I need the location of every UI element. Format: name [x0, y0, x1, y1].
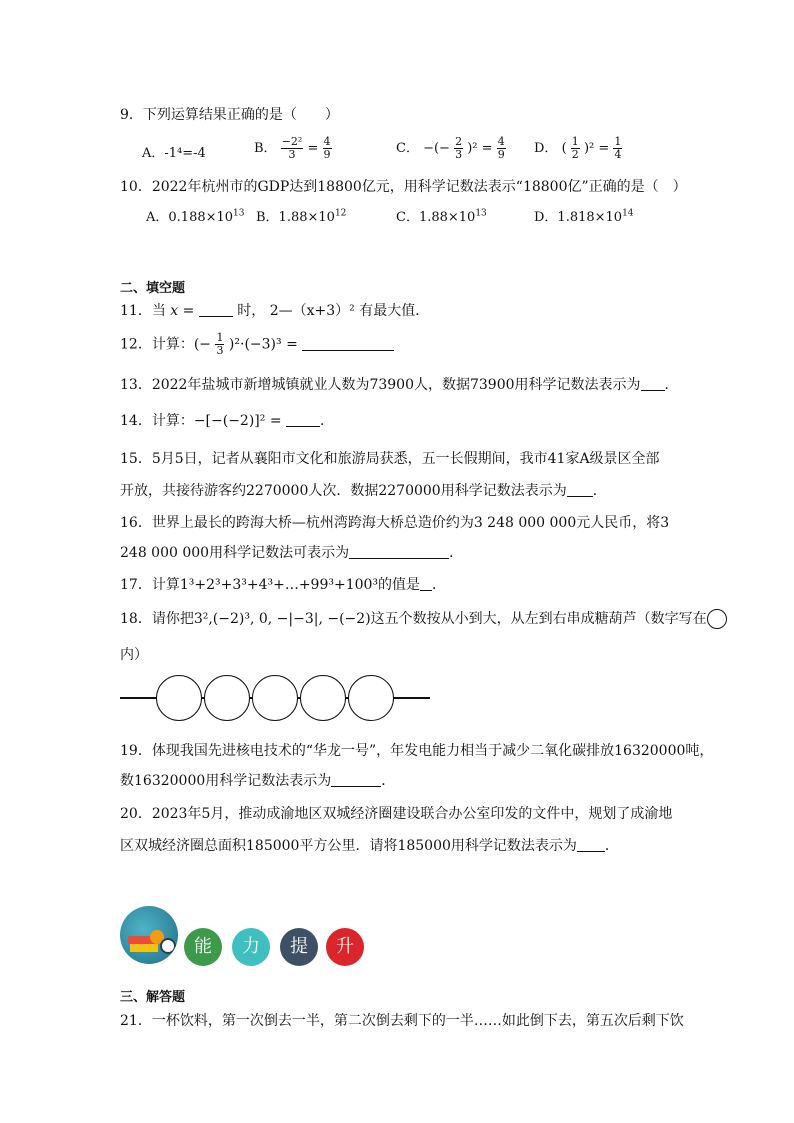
question-14: 14．计算：−[−(−2)]² = ．	[120, 413, 335, 429]
denominator: 9	[323, 148, 331, 161]
exponent: 13	[233, 208, 245, 219]
q15-text: 开放，共接待游客约2270000人次．数据2270000用科学记数法表示为	[120, 483, 567, 499]
option-a-text: A．0.188×10	[146, 210, 234, 225]
equals: =	[307, 141, 319, 156]
question-16-line-1: 16．世界上最长的跨海大桥—杭州湾跨海大桥总造价约为3 248 000 000元人民币，将3	[120, 515, 670, 531]
numerator: 4	[323, 135, 331, 148]
option-d-label: D．	[534, 141, 558, 156]
answer-blank[interactable]	[567, 482, 593, 497]
q20-text: 区双城经济圈总面积185000平方公里．请将185000用科学记数法表示为	[120, 838, 577, 854]
option-c	[396, 136, 506, 161]
question-9-options	[142, 136, 642, 168]
q11-prefix: 11．当	[120, 303, 166, 319]
option-b	[256, 206, 346, 225]
numerator: 1	[614, 135, 622, 148]
question-11	[120, 300, 429, 320]
answer-blank[interactable]	[577, 837, 605, 852]
answer-circle-3[interactable]	[252, 675, 298, 721]
candied-haws-skewer	[120, 668, 440, 728]
question-18-line-1	[120, 608, 727, 629]
badge-char-4: 升	[326, 928, 364, 966]
fraction	[571, 136, 580, 161]
answer-blank[interactable]	[331, 772, 381, 787]
question-9-stem: 9．下列运算结果正确的是（ ）	[120, 107, 339, 123]
denominator: 3	[455, 148, 463, 161]
badge-char-2: 力	[232, 928, 270, 966]
q17-text: 17．计算1³+2³+3³+4³+…+99³+100³的值是	[120, 577, 421, 593]
fraction	[281, 136, 304, 161]
q14-text: 14．计算：−[−(−2)]² =	[120, 413, 282, 429]
badge-char-3: 提	[280, 928, 318, 966]
circle-icon	[707, 609, 727, 629]
numerator: 1	[571, 135, 579, 148]
question-19-line-1: 19．体现我国先进核电技术的“华龙一号”，年发电能力相当于减少二氧化碳排放16320000吨，	[120, 743, 714, 759]
option-c-text: C．1.88×10	[396, 210, 476, 225]
question-16-line-2: 248 000 000用科学记数法可表示为 ．	[120, 545, 464, 561]
option-d-text: D．1.818×10	[534, 210, 623, 225]
answer-blank[interactable]	[286, 412, 320, 427]
q17-suffix: ．	[432, 577, 447, 593]
suffix: )²	[467, 141, 478, 156]
denominator: 3	[288, 148, 296, 161]
question-10-options	[142, 206, 642, 226]
fraction	[454, 136, 463, 161]
equals: =	[598, 141, 610, 156]
clock-icon	[160, 938, 176, 954]
option-a	[146, 206, 245, 225]
badge-char-1: 能	[184, 928, 222, 966]
answer-circle-4[interactable]	[300, 675, 346, 721]
answer-circle-1[interactable]	[156, 675, 202, 721]
prefix: −(−	[423, 141, 450, 156]
fraction	[215, 332, 224, 357]
fraction	[323, 136, 332, 161]
exponent: 12	[334, 208, 347, 219]
q16-text: 248 000 000用科学记数法可表示为	[120, 545, 350, 561]
question-12	[120, 332, 394, 357]
section-heading-fill-in: 二、填空题	[120, 281, 186, 296]
answer-blank[interactable]	[420, 576, 432, 591]
denominator: 2	[571, 148, 579, 161]
question-21: 21．一杯饮料，第一次倒去一半，第二次倒去剩下的一半……如此倒下去，第五次后剩下饮	[120, 1013, 684, 1029]
denominator: 3	[216, 344, 224, 357]
answer-blank[interactable]	[349, 544, 449, 559]
exponent: 14	[622, 208, 634, 219]
denominator: 4	[614, 148, 622, 161]
option-b	[254, 136, 332, 161]
fraction	[497, 136, 506, 161]
option-a: A．-1⁴=-4	[142, 146, 206, 161]
answer-circle-5[interactable]	[348, 675, 394, 721]
question-17	[120, 574, 446, 594]
answer-blank[interactable]	[302, 336, 394, 351]
q18-text: 18．请你把3²,(−2)³, 0, −|−3|, −(−2)这五个数按从小到大，从左到右串成糖葫芦（数字写在	[120, 611, 707, 627]
fraction	[613, 136, 622, 161]
book-icon	[130, 944, 158, 952]
q12-prefix: 12．计算：(−	[120, 336, 212, 353]
option-b-label: B．	[254, 141, 277, 156]
numerator: 2	[455, 135, 463, 148]
question-13: 13．2022年盐城市新增城镇就业人数为73900人，数据73900用科学记数法表示为 ．	[120, 377, 679, 393]
question-15-line-1: 15．5月5日，记者从襄阳市文化和旅游局获悉，五一长假期间，我市41家A级景区全部	[120, 451, 660, 467]
question-20-line-1: 20．2023年5月，推动成渝地区双城经济圈建设联合办公室印发的文件中，规划了成渝地	[120, 806, 673, 822]
equals: =	[481, 141, 493, 156]
option-c	[396, 206, 487, 225]
q11-equals: =	[182, 303, 195, 319]
answer-blank[interactable]	[641, 376, 665, 391]
exponent: 13	[475, 208, 487, 219]
question-20-line-2: 区双城经济圈总面积185000平方公里．请将185000用科学记数法表示为 ．	[120, 838, 619, 854]
option-d	[534, 136, 622, 161]
suffix: )²	[583, 141, 595, 156]
q12-suffix: )²·(−3)³ =	[228, 336, 298, 353]
option-c-label: C．	[396, 141, 419, 156]
option-b-text: B．1.88×10	[256, 210, 335, 225]
question-10-stem: 10．2022年杭州市的GDP达到18800亿元，用科学记数法表示“18800亿”正确的是（ ）	[120, 179, 687, 195]
q11-expression: 2—（x+3）²	[269, 303, 355, 319]
question-19-line-2: 数16320000用科学记数法表示为 ．	[120, 773, 396, 789]
question-18-line-2: 内）	[120, 647, 148, 663]
q13-text: 13．2022年盐城市新增城镇就业人数为73900人，数据73900用科学记数法表示为	[120, 377, 641, 393]
section-heading-answer: 三、解答题	[120, 990, 186, 1005]
q11-variable: x	[170, 303, 179, 319]
answer-circle-2[interactable]	[204, 675, 250, 721]
q11-suffix: 有最大值．	[359, 303, 430, 319]
q19-text: 数16320000用科学记数法表示为	[120, 773, 332, 789]
answer-blank[interactable]	[199, 302, 233, 317]
denominator: 9	[497, 148, 505, 161]
option-d	[534, 206, 634, 225]
question-15-line-2: 开放，共接待游客约2270000人次．数据2270000用科学记数法表示为 ．	[120, 483, 607, 499]
numerator: −2²	[281, 135, 303, 148]
study-desk-picture	[120, 906, 178, 964]
q11-middle: 时，	[237, 303, 266, 319]
prefix: (	[561, 141, 567, 156]
numerator: 1	[216, 331, 224, 344]
numerator: 4	[497, 135, 505, 148]
